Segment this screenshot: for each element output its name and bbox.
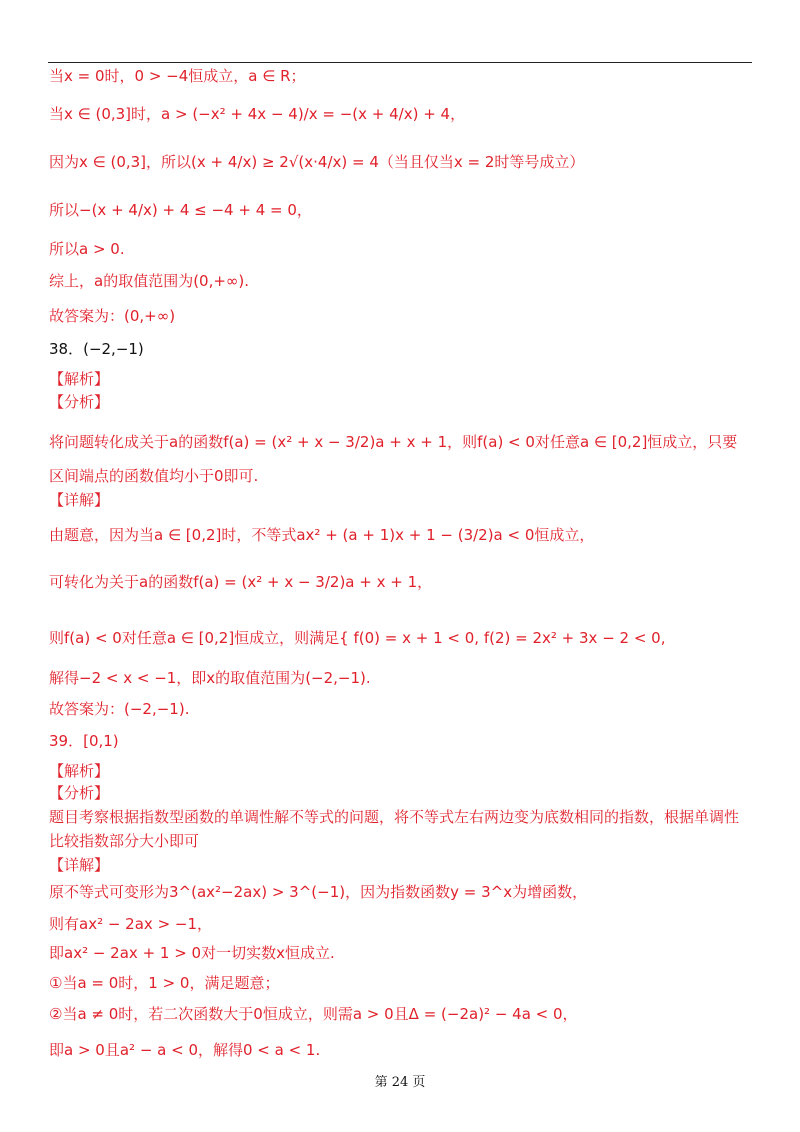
xiangjie-39-line-4: ①当a = 0时，1 > 0，满足题意；	[49, 974, 280, 992]
section-jiexi-38: 【解析】	[49, 370, 110, 388]
section-jiexi-39: 【解析】	[49, 762, 110, 780]
text-line-6: 综上，a的取值范围为(0,+∞).	[49, 272, 250, 290]
xiangjie-39-line-1: 原不等式可变形为3^(ax²−2ax) > 3^(−1)，因为指数函数y = 3^x为增函数，	[49, 883, 588, 901]
text-line-3: 因为x ∈ (0,3]，所以(x + 4/x) ≥ 2√(x·4/x) = 4（当且仅当x = 2时等号成立）	[49, 153, 585, 171]
text-line-2: 当x ∈ (0,3]时，a > (−x² + 4x − 4)/x = −(x + 4/x) + 4，	[49, 105, 466, 123]
section-fenxi-39: 【分析】	[49, 784, 110, 802]
xiangjie-38-line-4: 解得−2 < x < −1，即x的取值范围为(−2,−1).	[49, 669, 371, 687]
xiangjie-39-line-3: 即ax² − 2ax + 1 > 0对一切实数x恒成立.	[49, 944, 335, 962]
section-xiangjie-39: 【详解】	[49, 856, 110, 874]
xiangjie-38-line-1: 由题意，因为当a ∈ [0,2]时，不等式ax² + (a + 1)x + 1 − (3/2)a < 0恒成立，	[49, 526, 595, 544]
header-rule	[48, 62, 752, 63]
section-fenxi-38: 【分析】	[49, 393, 110, 411]
text-line-5: 所以a > 0.	[49, 240, 125, 258]
xiangjie-38-line-3: 则f(a) < 0对任意a ∈ [0,2]恒成立，则满足{ f(0) = x + 1 < 0, f(2) = 2x² + 3x − 2 < 0,	[49, 629, 666, 647]
section-xiangjie-38: 【详解】	[49, 491, 110, 509]
text-line-4: 所以−(x + 4/x) + 4 ≤ −4 + 4 = 0，	[49, 201, 312, 219]
xiangjie-38-line-2: 可转化为关于a的函数f(a) = (x² + x − 3/2)a + x + 1，	[49, 573, 433, 591]
question-39-answer: 39．[0,1)	[49, 732, 119, 750]
xiangjie-39-line-2: 则有ax² − 2ax > −1，	[49, 915, 213, 933]
question-38-answer: 38．(−2,−1)	[49, 340, 144, 358]
text-line-1: 当x = 0时，0 > −4恒成立，a ∈ R；	[49, 67, 306, 85]
xiangjie-39-line-5: ②当a ≠ 0时，若二次函数大于0恒成立，则需a > 0且Δ = (−2a)² − 4a < 0，	[49, 1005, 578, 1023]
xiangjie-39-line-6: 即a > 0且a² − a < 0，解得0 < a < 1.	[49, 1041, 321, 1059]
answer-38: 故答案为：(−2,−1).	[49, 700, 190, 718]
fenxi-38-text: 将问题转化成关于a的函数f(a) = (x² + x − 3/2)a + x + 1，则f(a) < 0对任意a ∈ [0,2]恒成立，只要区间端点的函数值均小于0即可.	[49, 433, 738, 485]
page-footer: 第 24 页	[374, 1075, 426, 1090]
fenxi-39-text: 题目考察根据指数型函数的单调性解不等式的问题，将不等式左右两边变为底数相同的指数，根据单调性比较指数部分大小即可	[49, 808, 740, 850]
text-line-7: 故答案为：(0,+∞)	[49, 307, 176, 325]
